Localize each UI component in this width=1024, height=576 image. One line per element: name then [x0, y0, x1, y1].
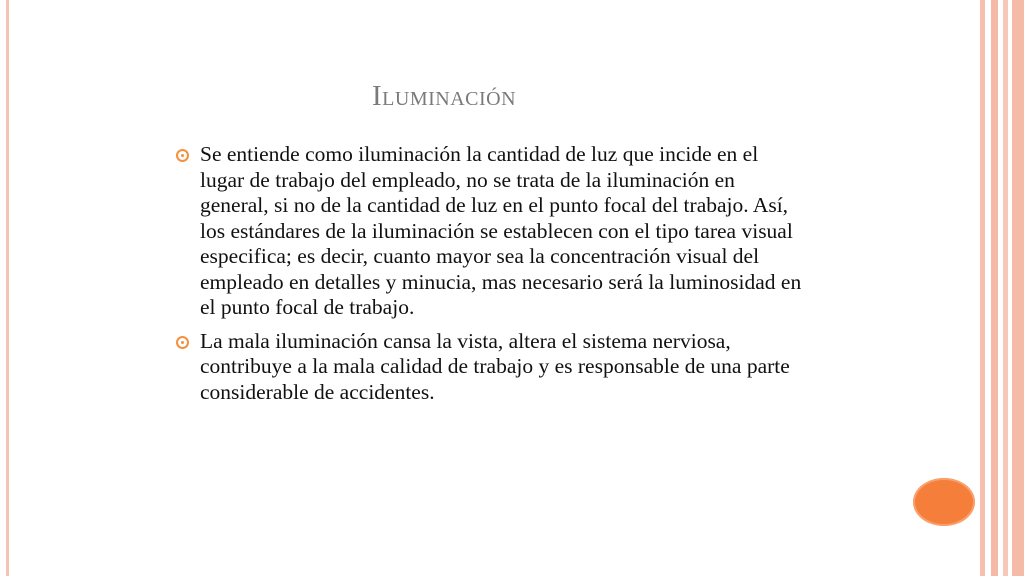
right-stripe-4	[1012, 0, 1024, 576]
bullet-item	[172, 329, 802, 406]
right-stripe-3	[1003, 0, 1008, 576]
orange-circle-decoration	[913, 478, 975, 526]
bullet-item	[172, 142, 802, 321]
right-stripe-2	[991, 0, 998, 576]
ring-bullet-icon	[176, 336, 189, 349]
bullet-text: La mala iluminación cansa la vista, altera el sistema nerviosa, contribuye a la mala calidad de trabajo y es responsable de una parte considerable de accidentes.	[200, 328, 790, 404]
right-stripe-1	[980, 0, 985, 576]
bullet-list	[172, 142, 802, 413]
slide-title: Iluminación	[372, 80, 517, 112]
bullet-text: Se entiende como iluminación la cantidad de luz que incide en el lugar de trabajo del empleado, no se trata de la iluminación en general, si no de la cantidad de luz en el punto focal del trabajo. Así, los estándares de la iluminación se establecen con el tipo tarea visual especifica; es decir, cuanto mayor sea la concentración visual del empleado en detalles y minucia, mas necesario será la luminosidad en el punto focal de trabajo.	[200, 142, 802, 319]
left-border-line	[6, 0, 9, 576]
ring-bullet-icon	[176, 149, 189, 162]
